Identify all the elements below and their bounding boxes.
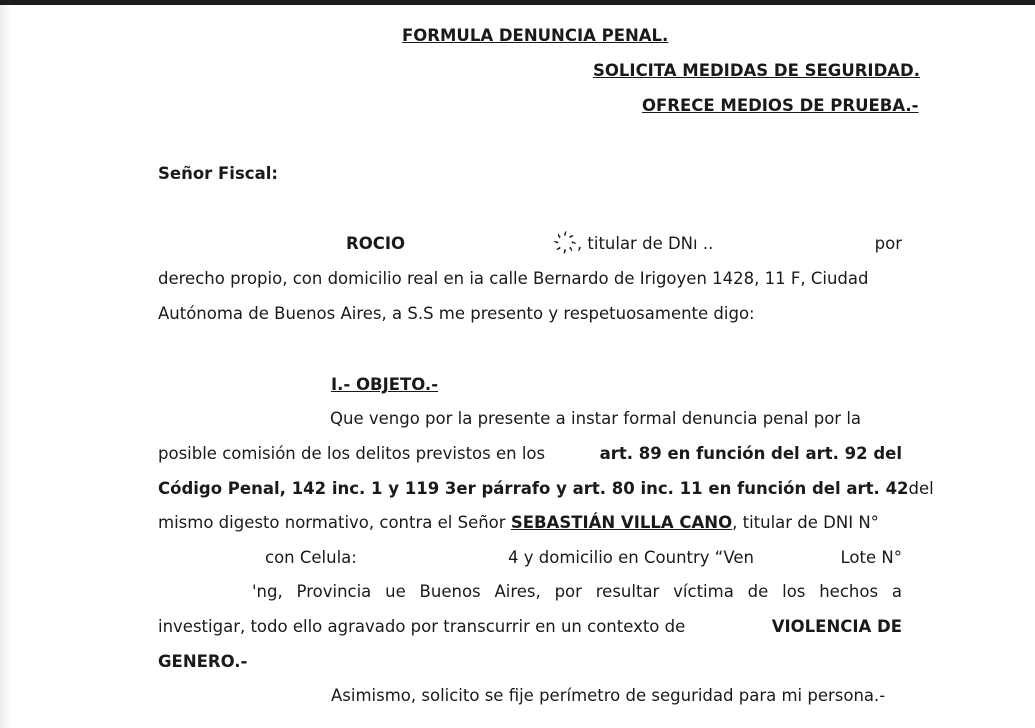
objeto-articles-2: Código Penal, 142 inc. 1 y 119 3er párrafo y art. 80 inc. 11 en función del art. 42: [158, 479, 909, 498]
salutation: Señor Fiscal:: [158, 164, 278, 183]
violencia-de-genero-1: VIOLENCIA DE: [771, 617, 902, 636]
objeto-text-4a: mismo digesto normativo, contra el Señor: [158, 513, 506, 532]
objeto-line-7: [158, 616, 902, 638]
objeto-line-4: [158, 512, 902, 534]
objeto-text-2a: posible comisión de los delitos previstos en los: [158, 444, 546, 463]
intro-line-2: derecho propio, con domicilio real en ia calle Bernardo de Irigoyen 1428, 11 F, Ciudad: [158, 269, 869, 288]
intro-por: por: [874, 234, 902, 253]
objeto-text-5c: Lote N°: [840, 548, 902, 567]
complainant-name: ROCIO: [346, 234, 406, 253]
objeto-text-1: Que vengo por la presente a instar formal denuncia penal por la: [330, 409, 862, 428]
objeto-line-2: [158, 443, 902, 465]
objeto-text-5a: con Celula:: [265, 548, 357, 567]
objeto-text-7a: investigar, todo ello agravado por transcurrir en un contexto de: [158, 617, 686, 636]
security-perimeter-request: Asimismo, solicito se fije perímetro de seguridad para mi persona.-: [331, 686, 886, 705]
objeto-text-3b: del: [908, 479, 934, 498]
complainant-id: ҉, titular de DNı ..: [570, 234, 714, 253]
objeto-articles-1: art. 89 en función del art. 92 del: [599, 444, 902, 463]
accused-name: SEBASTIÁN VILLA CANO: [510, 513, 733, 532]
objeto-text-4b: , titular de DNI N°: [732, 513, 879, 532]
heading-ofrece-medios: OFRECE MEDIOS DE PRUEBA.-: [642, 96, 919, 115]
heading-solicita-medidas: SOLICITA MEDIDAS DE SEGURIDAD.: [593, 61, 921, 80]
objeto-line-8: GENERO.-: [158, 652, 248, 671]
objeto-text-6: 'ng, Provincia ue Buenos Aires, por resultar víctima de los hechos a: [252, 582, 902, 601]
objeto-line-3: [158, 478, 934, 500]
intro-line-3: Autónoma de Buenos Aires, a S.S me presento y respetuosamente digo:: [158, 304, 755, 323]
section-objeto-title: I.- OBJETO.-: [331, 375, 439, 394]
heading-formula-denuncia: FORMULA DENUNCIA PENAL.: [402, 26, 669, 45]
objeto-text-5b: 4 y domicilio en Country “Ven: [508, 548, 754, 567]
